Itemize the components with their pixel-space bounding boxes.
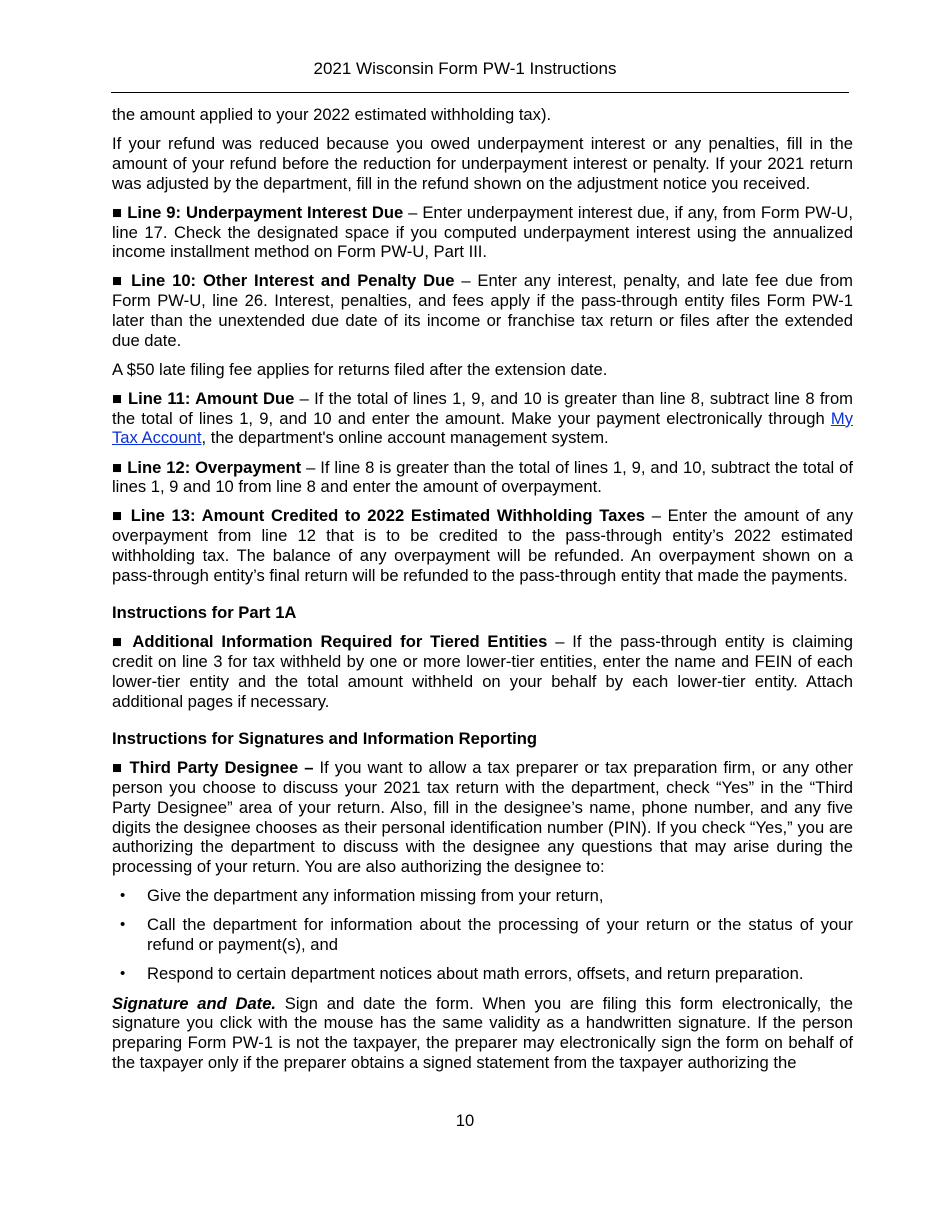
paragraph-continuation: the amount applied to your 2022 estimated withholding tax). <box>112 105 552 124</box>
section-heading-part-1a: Instructions for Part 1A <box>112 603 297 623</box>
bullet-icon: • <box>120 916 126 934</box>
paragraph-line-9 <box>112 203 853 262</box>
line-10-text: – Enter any interest, penalty, and late fee due from Form PW-U, line 26. Interest, penalties, and fees apply if the pass-through entity files Form PW-1 later than the unextended due date of its income or franchise tax return or files after the extended due date. <box>112 271 854 350</box>
third-party-designee-label: ■ Third Party Designee – <box>112 758 314 778</box>
third-party-designee-text: If you want to allow a tax preparer or tax preparation firm, or any other person you choose to discuss your 2021 tax return with the department, check “Yes” in the “Third Party Designee” area of your return. Also, fill in the designee’s name, phone number, and any five digits the designee chooses as their personal identification number (PIN). If you check “Yes,” you are authorizing the department to discuss with the designee any questions that may arise during the processing of your return. You are also authorizing the designee to: <box>112 758 853 876</box>
paragraph-late-fee: A $50 late filing fee applies for returns filed after the extension date. <box>112 359 608 379</box>
page-number: 10 <box>455 1111 475 1130</box>
line-11-text: – If the total of lines 1, 9, and 10 is greater than line 8, subtract line 8 from the total of lines 1, 9, and 10 and enter the amount. Make your payment electronically through <box>112 388 854 428</box>
bullet-icon: • <box>120 965 126 983</box>
list-item <box>112 886 853 906</box>
line-13-text: – Enter the amount of any overpayment from line 12 that is to be credited to the pass-through entity’s 2022 estimated withholding tax. The balance of any overpayment will be refunded. An overpayment shown on a pass-through entity’s final return will be refunded to the pass-through entity that made the payments. <box>112 506 853 585</box>
line-12-label: ■ Line 12: Overpayment <box>112 457 302 477</box>
line-11-text-after: , the department's online account management system. <box>201 428 609 448</box>
tiered-entities-label: ■ Additional Information Required for Tiered Entities <box>112 632 548 652</box>
paragraph-third-party-designee <box>112 758 853 876</box>
list-item-text: Give the department any information missing from your return, <box>147 886 604 906</box>
bullet-icon: • <box>120 887 126 905</box>
line-11-label: ■ Line 11: Amount Due <box>112 388 295 408</box>
list-item-text: Respond to certain department notices about math errors, offsets, and return preparation. <box>147 964 804 984</box>
line-13-label: ■ Line 13: Amount Credited to 2022 Estimated Withholding Taxes <box>112 506 646 526</box>
page-header-title: 2021 Wisconsin Form PW-1 Instructions <box>313 59 617 78</box>
paragraph-signature-and-date <box>112 994 853 1073</box>
page-content <box>112 105 853 1082</box>
paragraph-refund-reduced: If your refund was reduced because you owed underpayment interest or any penalties, fill in the amount of your refund before the reduction for underpayment interest or penalty. If your 2021 return was adjusted by the department, fill in the refund shown on the adjustment notice you received. <box>112 134 853 193</box>
line-9-text: – Enter underpayment interest due, if any, from Form PW-U, line 17. Check the designated space if you computed underpayment interest using the annualized income installment method on Form PW-U, Part III. <box>112 202 854 262</box>
my-tax-account-link[interactable]: My Tax Account <box>112 408 853 448</box>
line-12-text: – If line 8 is greater than the total of lines 1, 9, and 10, subtract the total of lines 1, 9 and 10 from line 8 and enter the amount of overpayment. <box>112 457 853 497</box>
signature-and-date-text: Sign and date the form. When you are filing this form electronically, the signature you click with the mouse has the same validity as a handwritten signature. If the person preparing Form PW-1 is not the taxpayer, the preparer may electronically sign the form on behalf of the taxpayer only if the preparer obtains a signed statement from the taxpayer authorizing the <box>112 993 854 1072</box>
signature-and-date-label: Signature and Date. <box>112 993 277 1013</box>
tiered-entities-text: – If the pass-through entity is claiming credit on line 3 for tax withheld by one or more lower-tier entities, enter the name and FEIN of each lower-tier entity and the total amount withheld on your behalf by each lower-tier entity. Attach additional pages if necessary. <box>112 632 853 711</box>
section-heading-signatures: Instructions for Signatures and Information Reporting <box>112 729 537 749</box>
header-divider <box>111 92 849 93</box>
paragraph-line-11 <box>112 389 853 448</box>
list-item-text: Call the department for information about the processing of your return or the status of your refund or payment(s), and <box>147 915 853 955</box>
line-10-label: ■ Line 10: Other Interest and Penalty Due <box>112 271 455 291</box>
paragraph-line-13 <box>112 506 853 585</box>
line-9-label: ■ Line 9: Underpayment Interest Due <box>112 202 404 222</box>
paragraph-line-10 <box>112 271 853 350</box>
designee-authorizations-list <box>112 886 853 984</box>
paragraph-tiered-entities <box>112 632 853 711</box>
list-item <box>112 915 853 954</box>
list-item <box>112 964 853 984</box>
paragraph-line-12 <box>112 458 853 497</box>
